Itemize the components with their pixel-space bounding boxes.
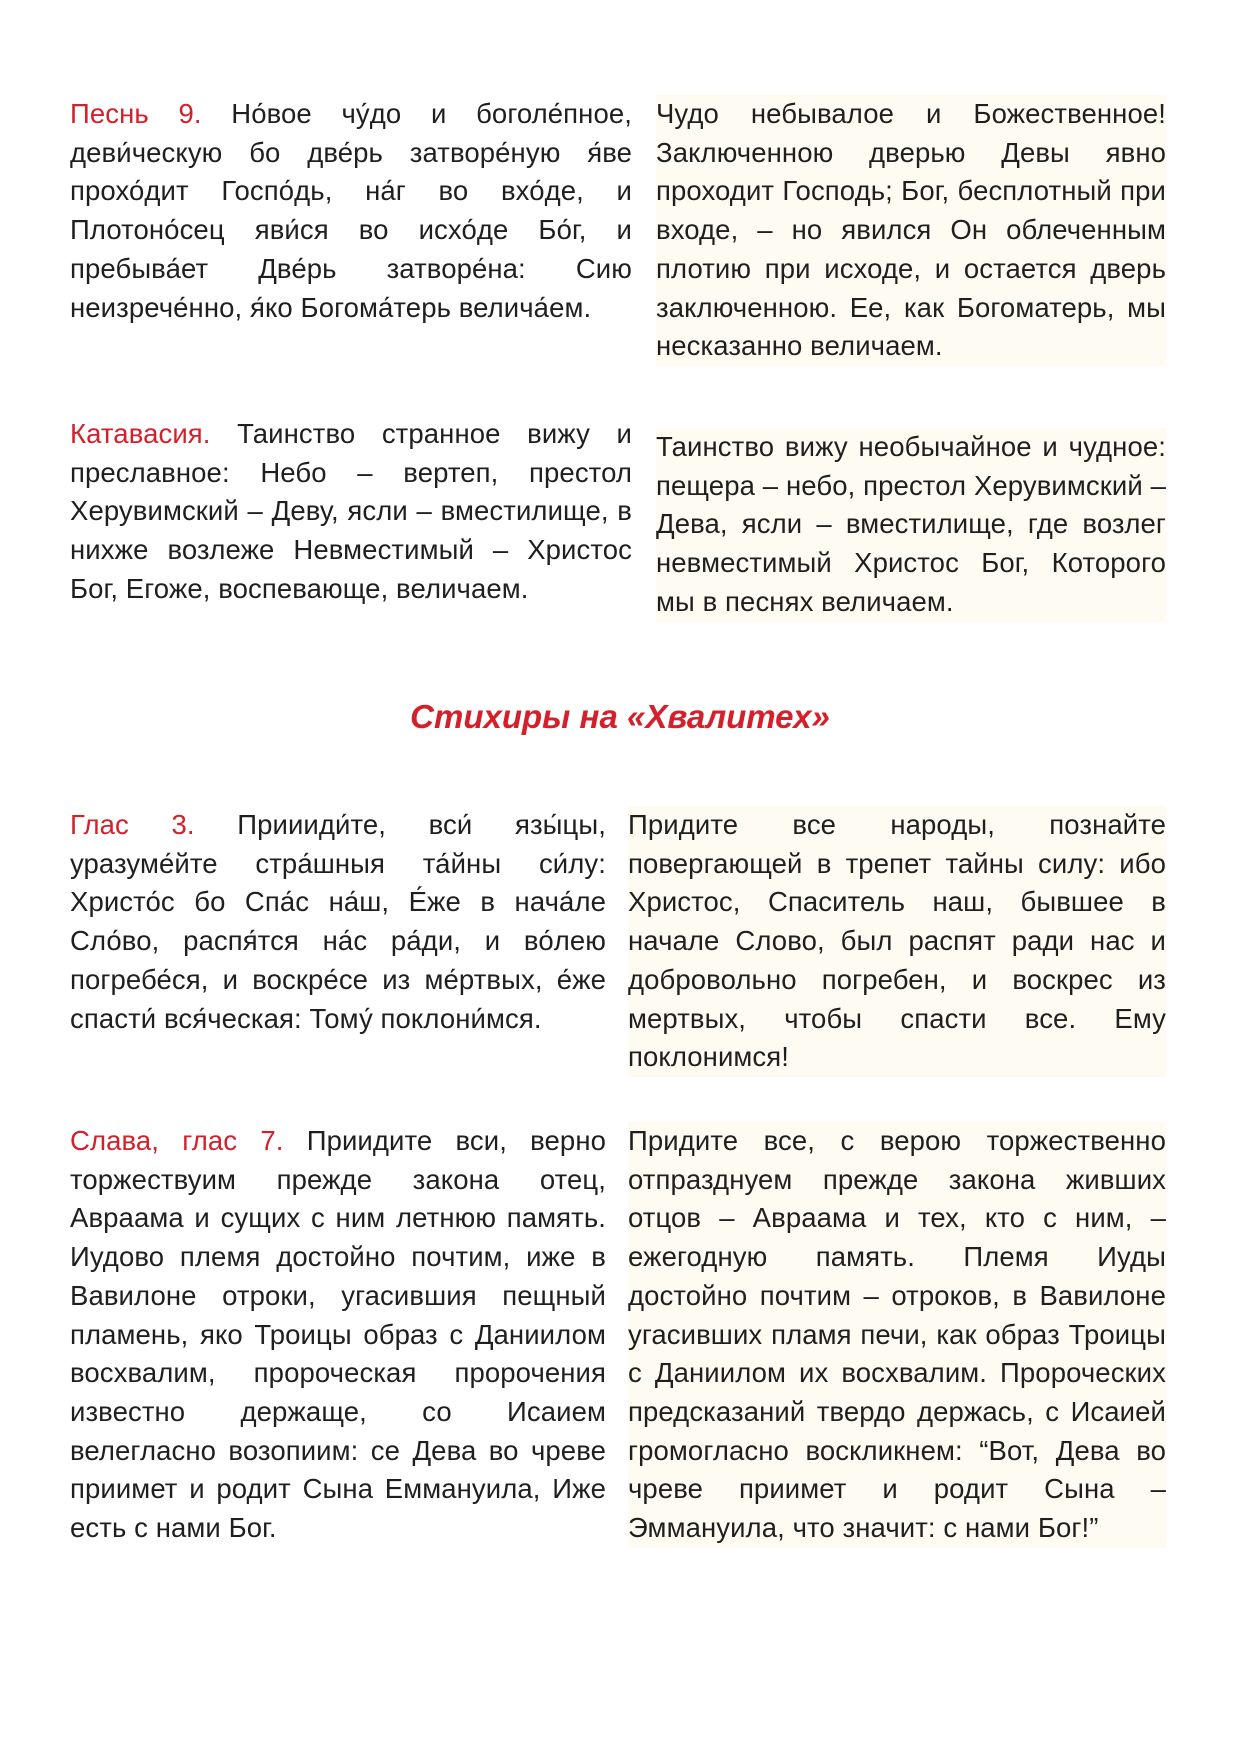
slavonic-text-block	[70, 95, 632, 327]
translation-text: Чудо небывалое и Божественное! Заключенною дверью Девы явно проходит Господь; Бог, бесплотный при входе, – но явился Он облеченным плотию при исходе, и остается дверь заключенною. Ее, как Богоматерь, мы несказанно величаем.	[656, 98, 1166, 362]
translation-text-block	[628, 1122, 1166, 1548]
slavonic-text: Приииди́те, вси́ язы́цы, уразуме́йте стра́шныя та́йны си́лу: Христо́с бо Спа́с на́ш, Е́же в нача́ле Сло́во, распя́тся на́с ра́ди, и во́лею погребе́ся, и воскре́се из ме́ртвых, е́же спасти́ вся́ческая: Тому́ поклони́мся.	[70, 809, 606, 1034]
translation-text-block	[656, 428, 1166, 622]
slavonic-text: Приидите вси, верно торжествуим прежде закона отец, Авраама и сущих с ним летнюю память. Иудово племя достойно почтим, иже в Вавилоне отроки, угасившия пещный пламень, яко Троицы образ с Даниилом восхвалим, пророческая пророчения известно держаще, со Исаием велегласно возопиим: се Дева во чреве приимет и родит Сына Еммануила, Иже есть с нами Бог.	[70, 1125, 607, 1544]
hymn-label: Глас 3.	[70, 809, 238, 840]
translation-text: Придите все народы, познайте повергающей в трепет тайны силу: ибо Христос, Спаситель наш, бывшее в начале Слово, был распят ради нас и добровольно погребен, и воскрес из мертвых, чтобы спасти все. Ему поклонимся!	[628, 809, 1166, 1073]
hymn-label: Катавасия.	[70, 418, 238, 449]
slavonic-text-block	[70, 415, 632, 609]
hymn-label: Слава, глас 7.	[70, 1125, 307, 1156]
section-heading: Стихиры на «Хвалитех»	[410, 698, 830, 735]
slavonic-text: Но́вое чу́до и боголе́пное, деви́ческую бо две́рь затворе́ную я́ве прохо́дит Госпо́дь, на́г во вхо́де, и Плотоно́сец яви́ся во исхо́де Бо́г, и пребыва́ет Две́рь затворе́на: Сию неизрече́нно, я́ко Богома́терь велича́ем.	[70, 98, 632, 323]
slavonic-text-block	[70, 806, 606, 1038]
slavonic-text-block	[70, 1122, 606, 1548]
translation-text: Таинство вижу необычайное и чудное: пещера – небо, престол Херувимский – Дева, ясли – вместилище, где возлег невместимый Христос Бог, Которого мы в песнях величаем.	[656, 431, 1166, 617]
translation-text-block	[656, 95, 1166, 366]
translation-text: Придите все, с верою торжественно отпразднуем прежде закона живших отцов – Авраама и тех, кто с ним, – ежегодную память. Племя Иуды достойно почтим – отроков, в Вавилоне угасивших пламя печи, как образ Троицы с Даниилом их восхвалим. Пророческих предсказаний твердо держась, с Исаией громогласно воскликнем: “Вот, Дева во чреве приимет и родит Сына – Эммануила, что значит: с нами Бог!”	[628, 1125, 1166, 1544]
translation-text-block	[628, 806, 1166, 1077]
slavonic-text: Таинство странное вижу и преславное: Небо – вертеп, престол Херувимский – Деву, ясли – вместилище, в нихже возлеже Невместимый – Христос Бог, Егоже, воспевающе, величаем.	[70, 418, 632, 604]
hymn-label: Песнь 9.	[70, 98, 232, 129]
